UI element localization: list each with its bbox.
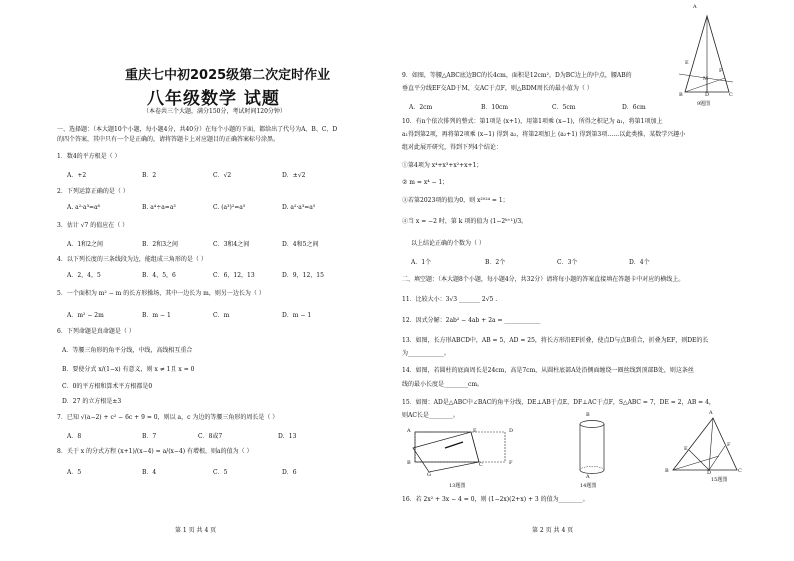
fig14-label-b: B [586, 412, 590, 418]
section-2-heading: 二、填空题：（本大题8个小题，每小题4分，共32分）请将每小题的答案直接填在答题卡中对应的横线上。 [402, 276, 685, 283]
fig15-label-c: C [738, 468, 742, 474]
fig9-label-f: F [719, 68, 723, 74]
q1-option-d: D．±√2 [282, 172, 306, 179]
fig13-label-d: D [509, 428, 514, 434]
fig13-label-b: B [407, 460, 411, 466]
q1-option-c: C．√2 [213, 172, 232, 179]
q8-option-b: B．4 [142, 469, 157, 476]
q9-option-d: D．6cm [622, 104, 646, 111]
exam-note: （本卷共三个大题，满分150分，考试时间120分钟） [143, 108, 286, 115]
page-footer-2: 第 2 页 共 4 页 [532, 527, 574, 534]
q10-question: 以上结论正确的个数为（ ） [411, 240, 485, 247]
q5-option-c: C．m [213, 312, 230, 319]
fig15-label-d: D [707, 470, 712, 476]
fig15-label-e: E [684, 446, 688, 452]
fig13-label-g: G [427, 472, 431, 478]
page-2 [397, 0, 794, 561]
q9-option-c: C．5cm [552, 104, 576, 111]
q1-option-a: A．+2 [67, 172, 87, 179]
q2-option-c: C. (a³)²=a⁵ [213, 204, 246, 211]
figure-9-triangle [677, 12, 737, 104]
figure-13-rectangle [411, 428, 521, 474]
q4-option-b: B．4，5，6 [142, 272, 176, 279]
question-15: 15．如图：AD是△ABC中∠BAC的角平分线，DE⊥AB于点E，DF⊥AC于点F，S△ABC = 7，DE = 2，AB = 4， [402, 399, 715, 406]
section-1-heading: 一、选择题：（本大题10个小题，每小题4分，共40分）在每个小题的下面，都给出了代号为A、B、C、D [57, 126, 338, 133]
q7-option-a: A．8 [67, 433, 82, 440]
fig9-label-a: A [693, 4, 697, 10]
question-13: 13．如图，长方形ABCD中，AB = 5，AD = 25，将长方形沿EF折叠，使点D与点B重合，折叠为EF，则DE的长 [402, 337, 709, 344]
fig9-label-e: E [685, 60, 689, 66]
page-footer-1: 第 1 页 共 4 页 [175, 527, 217, 534]
q6-option-b: B．要使分式 x/(1−x) 有意义，则 x ≠ 1且 x = 0 [62, 366, 195, 373]
question-1: 1．数4的平方根是（ ） [57, 153, 121, 160]
question-9-cont: 垂直平分线EF交AD于M，交AC于点F，则△BDM周长的最小值为（ ） [402, 85, 593, 92]
q5-option-d: D．m − 1 [282, 312, 312, 319]
q5-option-a: A．m² − 2m [67, 312, 104, 319]
exam-title: 重庆七中初2025级第二次定时作业 [125, 68, 331, 83]
q10-option-c: C．3个 [557, 259, 578, 266]
fig14-caption: 14题图 [580, 483, 597, 489]
q6-option-a: A．等腰三角形的角平分线，中线，高线相互重合 [62, 347, 193, 354]
question-16: 16．若 2x² + 3x − 4 = 0，则 (1−2x)(2+x) + 3 的值为________。 [402, 496, 589, 503]
q4-option-a: A．2，4，5 [67, 272, 101, 279]
fig15-label-f: F [727, 442, 731, 448]
q10-option-a: A．1个 [411, 259, 432, 266]
q10-option-d: D．4个 [629, 259, 650, 266]
fig13-label-c: C [479, 462, 483, 468]
q6-option-d: D．27 的立方根是±3 [62, 398, 122, 405]
q6-option-c: C．0的平方根和算术平方根都是0 [62, 383, 153, 390]
q4-option-d: D．9，12，15 [282, 272, 324, 279]
q10-statement-3: ③若第2023项的值为0，则 x²⁰²⁴ = 1； [402, 197, 509, 204]
section-1-heading-cont: 的四个答案，其中只有一个是正确的，请将答题卡上对应题目的正确答案标号涂黑。 [57, 136, 280, 143]
q3-option-c: C．3和4之间 [213, 241, 250, 248]
exam-subtitle: 八年级数学 试题 [147, 89, 280, 109]
q1-option-b: B．2 [142, 172, 157, 179]
fig13-label-f: F [509, 460, 513, 466]
fig15-label-b: B [665, 468, 669, 474]
q3-option-d: D．4和5之间 [282, 241, 319, 248]
fig15-label-a: A [709, 410, 713, 416]
q7-option-b: B．7 [142, 433, 157, 440]
q10-statement-2: ② m = x⁴ − 1； [402, 179, 449, 186]
question-12: 12．因式分解：2ab² − 4ab + 2a = ____________ [402, 317, 541, 324]
q3-option-a: A．1和2之间 [67, 241, 103, 248]
q5-option-b: B．m − 1 [142, 312, 171, 319]
q8-option-d: D．6 [282, 469, 297, 476]
question-10: 10．有n个依次排列的整式：第1项是 (x+1)，用第1项乘 (x−1)，所得之积记为 a₁，将第1项加上 [402, 118, 663, 125]
fig9-label-c: C [729, 92, 733, 98]
question-5: 5．一个面积为 m² − m 的长方形操场，其中一边长为 m，则另一边长为（ ） [57, 290, 265, 297]
q10-statement-4: ④当 x = −2 时，第 k 项的值为 (1−2ᵏ⁺¹)/3。 [402, 218, 528, 225]
fig14-label-a: A [586, 474, 590, 480]
question-9: 9．如图，等腰△ABC底边BC的长4cm，面积是12cm²，D为BC边上的中点，腰AB的 [402, 72, 632, 79]
question-14-cont: 线的最小长度是________cm。 [402, 381, 484, 388]
q10-option-b: B．2个 [485, 259, 506, 266]
question-15-cont: 则AC长是________。 [402, 412, 459, 419]
fig13-label-a: A [407, 428, 411, 434]
q9-option-a: A．2cm [409, 104, 433, 111]
question-3: 3．估计 √7 的值应在（ ） [57, 222, 129, 229]
fig13-label-e: E [473, 428, 477, 434]
fig9-label-b: B [679, 92, 683, 98]
q9-option-b: B．10cm [481, 104, 509, 111]
fig9-label-d: D [705, 92, 710, 98]
fig9-label-m: M [703, 76, 709, 82]
question-14: 14．如图，若圆柱的底面周长是24cm，高是7cm，从圆柱底部A处沿侧面缠绕一圈丝线到顶部B处，则这条丝 [402, 367, 694, 374]
fig9-caption: 9题图 [697, 101, 711, 107]
q8-option-c: C．5 [213, 469, 228, 476]
fig13-caption: 13题图 [449, 483, 466, 489]
question-4: 4．以下列长度的三条线段为边，能组成三角形的是（ ） [57, 256, 207, 263]
question-10-cont-1: a₁得到第2项，再将第2项乘 (x−1) 得到 a₂，将第2项加上 (a₂+1) 得到第3项……以此类推，某数学兴趣小 [402, 131, 686, 138]
q10-statement-1: ①第4项为 x⁴+x³+x²+x+1； [402, 162, 483, 169]
question-11: 11．比较大小：3√3 _______ 2√5 . [402, 296, 498, 303]
q2-option-b: B. a⁴÷a=a³ [142, 204, 176, 211]
q7-option-d: D．13 [278, 433, 297, 440]
q3-option-b: B．2和3之间 [142, 241, 179, 248]
question-8: 8．关于 x 的分式方程 (x+1)/(x−4) = a/(x−4) 有增根，则a的值为（ ） [57, 448, 253, 455]
q8-option-a: A．5 [67, 469, 82, 476]
question-7: 7．已知 √(a−2) + c² − 6c + 9 = 0，则以 a，c 为边的等腰三角形的周长是（ ） [57, 414, 279, 421]
q2-option-d: D. a²·a³=a⁵ [282, 204, 316, 211]
q4-option-c: C．6，12，13 [213, 272, 255, 279]
fig15-caption: 15题图 [711, 477, 728, 483]
question-6: 6．下列命题是真命题是（ ） [57, 328, 135, 335]
figure-14-cylinder [577, 418, 607, 480]
q7-option-c: C．8或7 [198, 433, 223, 440]
q2-option-a: A. a²·a³=a⁶ [67, 204, 101, 211]
question-2: 2．下列运算正确的是（ ） [57, 188, 129, 195]
question-10-cont-2: 组对此展开研究，得到下列4个结论： [402, 144, 502, 151]
question-13-cont: 为____________。 [402, 350, 451, 357]
